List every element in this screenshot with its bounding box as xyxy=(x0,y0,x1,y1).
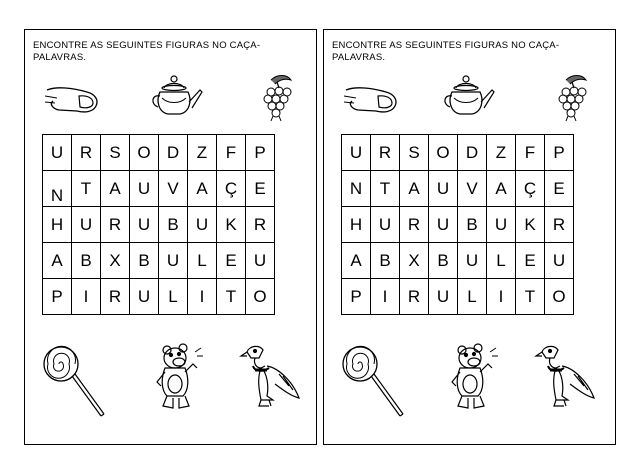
grid-cell[interactable]: B xyxy=(130,243,159,279)
grid-row xyxy=(342,279,574,315)
grid-cell[interactable]: U xyxy=(342,135,371,171)
grid-cell[interactable]: R xyxy=(400,207,429,243)
grid-cell[interactable]: L xyxy=(458,279,487,315)
word-search-grid xyxy=(42,134,275,315)
grid-cell[interactable]: B xyxy=(159,207,188,243)
grid-cell[interactable]: P xyxy=(342,279,371,315)
grid-cell[interactable]: U xyxy=(487,207,516,243)
grid-row xyxy=(342,171,574,207)
grid-cell[interactable]: U xyxy=(43,135,72,171)
grid-cell[interactable]: R xyxy=(101,279,130,315)
teapot-picture xyxy=(148,74,204,118)
grapes-picture xyxy=(552,72,592,122)
grid-cell[interactable]: X xyxy=(101,243,130,279)
grid-cell[interactable]: A xyxy=(101,171,130,207)
grid-cell[interactable]: U xyxy=(429,171,458,207)
grid-cell[interactable]: R xyxy=(246,207,275,243)
grid-cell[interactable]: A xyxy=(400,171,429,207)
grid-row xyxy=(43,171,275,207)
grid-cell[interactable]: O xyxy=(545,279,574,315)
grid-cell[interactable]: U xyxy=(371,207,400,243)
grid-cell[interactable]: F xyxy=(217,135,246,171)
vulture-picture xyxy=(239,342,303,412)
grid-cell[interactable]: I xyxy=(487,279,516,315)
grid-cell[interactable]: T xyxy=(217,279,246,315)
grid-cell[interactable]: U xyxy=(130,279,159,315)
grid-row xyxy=(43,279,275,315)
grid-cell[interactable]: H xyxy=(342,207,371,243)
grid-cell[interactable]: Ç xyxy=(516,171,545,207)
grid-cell[interactable]: X xyxy=(400,243,429,279)
worksheet-left xyxy=(24,29,317,445)
grid-cell[interactable]: U xyxy=(246,243,275,279)
grid-cell[interactable]: U xyxy=(159,243,188,279)
instruction-text: ENCONTRE AS SEGUINTES FIGURAS NO CAÇA- PALAVRAS. xyxy=(332,40,560,63)
grid-cell[interactable]: U xyxy=(429,279,458,315)
grid-cell[interactable]: O xyxy=(429,135,458,171)
grid-cell[interactable]: B xyxy=(458,207,487,243)
word-search-grid xyxy=(341,134,574,315)
grid-row xyxy=(43,243,275,279)
grid-cell[interactable]: T xyxy=(371,171,400,207)
grid-cell[interactable]: S xyxy=(400,135,429,171)
grid-cell[interactable]: A xyxy=(487,171,516,207)
grid-cell[interactable]: U xyxy=(429,207,458,243)
grid-cell[interactable]: E xyxy=(217,243,246,279)
grid-cell[interactable]: D xyxy=(159,135,188,171)
grid-cell[interactable]: R xyxy=(72,135,101,171)
grid-cell[interactable]: T xyxy=(72,171,101,207)
teapot-picture xyxy=(440,74,496,118)
grid-cell[interactable]: L xyxy=(159,279,188,315)
grid-cell[interactable]: Ç xyxy=(217,171,246,207)
grid-cell[interactable]: I xyxy=(371,279,400,315)
grid-cell[interactable]: P xyxy=(43,279,72,315)
grid-cell[interactable]: D xyxy=(458,135,487,171)
grid-cell[interactable]: U xyxy=(72,207,101,243)
grid-cell[interactable]: O xyxy=(246,279,275,315)
grid-cell[interactable]: T xyxy=(516,279,545,315)
grid-cell[interactable]: A xyxy=(342,243,371,279)
grid-cell[interactable]: K xyxy=(516,207,545,243)
lollipop-picture xyxy=(338,342,408,424)
grid-cell[interactable]: L xyxy=(487,243,516,279)
grapes-picture xyxy=(257,72,297,122)
bear-picture xyxy=(153,342,207,412)
grid-cell[interactable]: P xyxy=(246,135,275,171)
grid-row xyxy=(342,135,574,171)
grid-cell[interactable]: A xyxy=(43,243,72,279)
grid-cell[interactable]: H xyxy=(43,207,72,243)
vulture-picture xyxy=(534,342,598,412)
grid-cell[interactable]: V xyxy=(458,171,487,207)
lollipop-picture xyxy=(39,342,109,424)
grid-cell[interactable]: K xyxy=(217,207,246,243)
grid-cell[interactable]: A xyxy=(188,171,217,207)
grid-row xyxy=(342,207,574,243)
grid-cell[interactable]: Z xyxy=(487,135,516,171)
grid-row xyxy=(43,135,275,171)
grid-cell[interactable]: R xyxy=(545,207,574,243)
grid-cell[interactable]: E xyxy=(516,243,545,279)
grid-row xyxy=(43,207,275,243)
grid-cell[interactable]: U xyxy=(130,171,159,207)
grid-cell[interactable]: N xyxy=(43,171,72,207)
grid-cell[interactable]: V xyxy=(159,171,188,207)
grid-cell[interactable]: U xyxy=(545,243,574,279)
grid-cell[interactable]: N xyxy=(342,171,371,207)
grid-cell[interactable]: Z xyxy=(188,135,217,171)
grid-cell[interactable]: B xyxy=(429,243,458,279)
finger-picture xyxy=(342,82,400,118)
grid-cell[interactable]: P xyxy=(545,135,574,171)
grid-cell[interactable]: E xyxy=(246,171,275,207)
bear-picture xyxy=(448,342,502,412)
grid-cell[interactable]: U xyxy=(130,207,159,243)
grid-cell[interactable]: U xyxy=(188,207,217,243)
grid-cell[interactable]: S xyxy=(101,135,130,171)
grid-cell[interactable]: L xyxy=(188,243,217,279)
grid-cell[interactable]: R xyxy=(371,135,400,171)
grid-cell[interactable]: E xyxy=(545,171,574,207)
grid-cell[interactable]: R xyxy=(400,279,429,315)
grid-cell[interactable]: I xyxy=(188,279,217,315)
grid-cell[interactable]: O xyxy=(130,135,159,171)
grid-cell[interactable]: U xyxy=(458,243,487,279)
grid-cell[interactable]: I xyxy=(72,279,101,315)
grid-cell[interactable]: R xyxy=(101,207,130,243)
worksheet-right xyxy=(323,29,616,445)
grid-cell[interactable]: F xyxy=(516,135,545,171)
finger-picture xyxy=(43,82,101,118)
grid-cell[interactable]: B xyxy=(371,243,400,279)
instruction-text: ENCONTRE AS SEGUINTES FIGURAS NO CAÇA- PALAVRAS. xyxy=(33,40,261,63)
grid-cell[interactable]: B xyxy=(72,243,101,279)
grid-row xyxy=(342,243,574,279)
